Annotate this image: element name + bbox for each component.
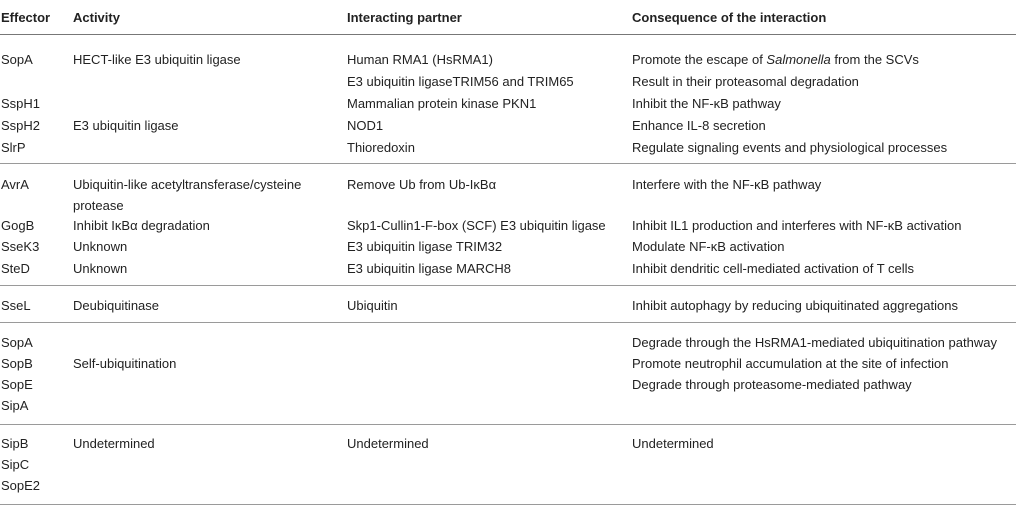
effector-cell: SteD	[1, 261, 30, 276]
consequence-cell: Inhibit dendritic cell-mediated activation of T cells	[632, 261, 915, 276]
header-partner: Interacting partner	[347, 10, 462, 25]
partner-cell: Skp1-Cullin1-F-box (SCF) E3 ubiquitin ligase	[347, 218, 606, 233]
partner-cell: Human RMA1 (HsRMA1)	[347, 52, 493, 67]
activity-cell: Unknown	[73, 261, 128, 276]
consequence-cell: Promote the escape of Salmonella from the SCVs	[632, 52, 919, 67]
table-group	[0, 164, 1016, 284]
header-effector: Effector	[1, 10, 51, 25]
effector-name: SipB	[1, 436, 29, 451]
consequence-cell: Enhance IL-8 secretion	[632, 118, 766, 133]
consequence-cell: Inhibit the NF-κB pathway	[632, 96, 781, 111]
effector-cell: SlrP	[1, 140, 26, 155]
consequence-cell: Interfere with the NF-κB pathway	[632, 177, 822, 192]
activity-cell: Ubiquitin-like acetyltransferase/cysteine protease	[73, 177, 302, 213]
partner-cell: E3 ubiquitin ligaseTRIM56 and TRIM65	[347, 74, 574, 89]
effector-name: SopA	[1, 335, 33, 350]
effector-cell: SspH1	[1, 96, 41, 111]
table-header	[0, 0, 1016, 35]
consequence-line: Promote neutrophil accumulation at the site of infection	[632, 356, 949, 371]
effector-name: SopE2	[1, 478, 41, 493]
activity-cell: E3 ubiquitin ligase	[73, 118, 179, 133]
effector-cell	[1, 332, 33, 416]
activity-cell: Self-ubiquitination	[73, 356, 177, 371]
consequence-cell	[632, 332, 997, 395]
effector-cell: SseL	[1, 298, 31, 313]
partner-cell: Remove Ub from Ub-IκBα	[347, 177, 497, 192]
partner-cell: Mammalian protein kinase PKN1	[347, 96, 537, 111]
partner-cell: Ubiquitin	[347, 298, 398, 313]
table-group	[0, 323, 1016, 423]
activity-cell: Undetermined	[73, 436, 155, 451]
table-group	[0, 35, 1016, 163]
partner-cell: Thioredoxin	[347, 140, 415, 155]
table-group	[0, 286, 1016, 322]
effector-cell	[1, 433, 40, 496]
effector-name: SipA	[1, 398, 29, 413]
consequence-cell: Modulate NF-κB activation	[632, 239, 785, 254]
table-bottom-rule	[0, 504, 1016, 505]
consequence-cell: Undetermined	[632, 436, 714, 451]
effector-cell: GogB	[1, 218, 35, 233]
effector-name: SopE	[1, 377, 33, 392]
table-group	[0, 425, 1016, 505]
consequence-cell: Inhibit autophagy by reducing ubiquitinated aggregations	[632, 298, 958, 313]
activity-cell: Inhibit IκBα degradation	[73, 218, 210, 233]
partner-cell: NOD1	[347, 118, 384, 133]
partner-cell: E3 ubiquitin ligase TRIM32	[347, 239, 503, 254]
effector-name: SipC	[1, 457, 30, 472]
header-consequence: Consequence of the interaction	[632, 10, 827, 25]
organism-name: Salmonella	[766, 52, 831, 67]
consequence-cell: Result in their proteasomal degradation	[632, 74, 859, 89]
consequence-line: Degrade through the HsRMA1-mediated ubiquitination pathway	[632, 335, 997, 350]
effector-cell: SopA	[1, 52, 33, 67]
activity-cell: HECT-like E3 ubiquitin ligase	[73, 52, 241, 67]
activity-cell: Unknown	[73, 239, 128, 254]
consequence-cell: Regulate signaling events and physiological processes	[632, 140, 948, 155]
effector-cell: AvrA	[1, 177, 29, 192]
effector-cell: SseK3	[1, 239, 40, 254]
effector-name: SopB	[1, 356, 33, 371]
effector-cell: SspH2	[1, 118, 41, 133]
partner-cell: Undetermined	[347, 436, 429, 451]
consequence-cell: Inhibit IL1 production and interferes with NF-κB activation	[632, 218, 962, 233]
activity-cell: Deubiquitinase	[73, 298, 160, 313]
consequence-line: Degrade through proteasome-mediated pathway	[632, 377, 912, 392]
partner-cell: E3 ubiquitin ligase MARCH8	[347, 261, 512, 276]
header-activity: Activity	[73, 10, 120, 25]
